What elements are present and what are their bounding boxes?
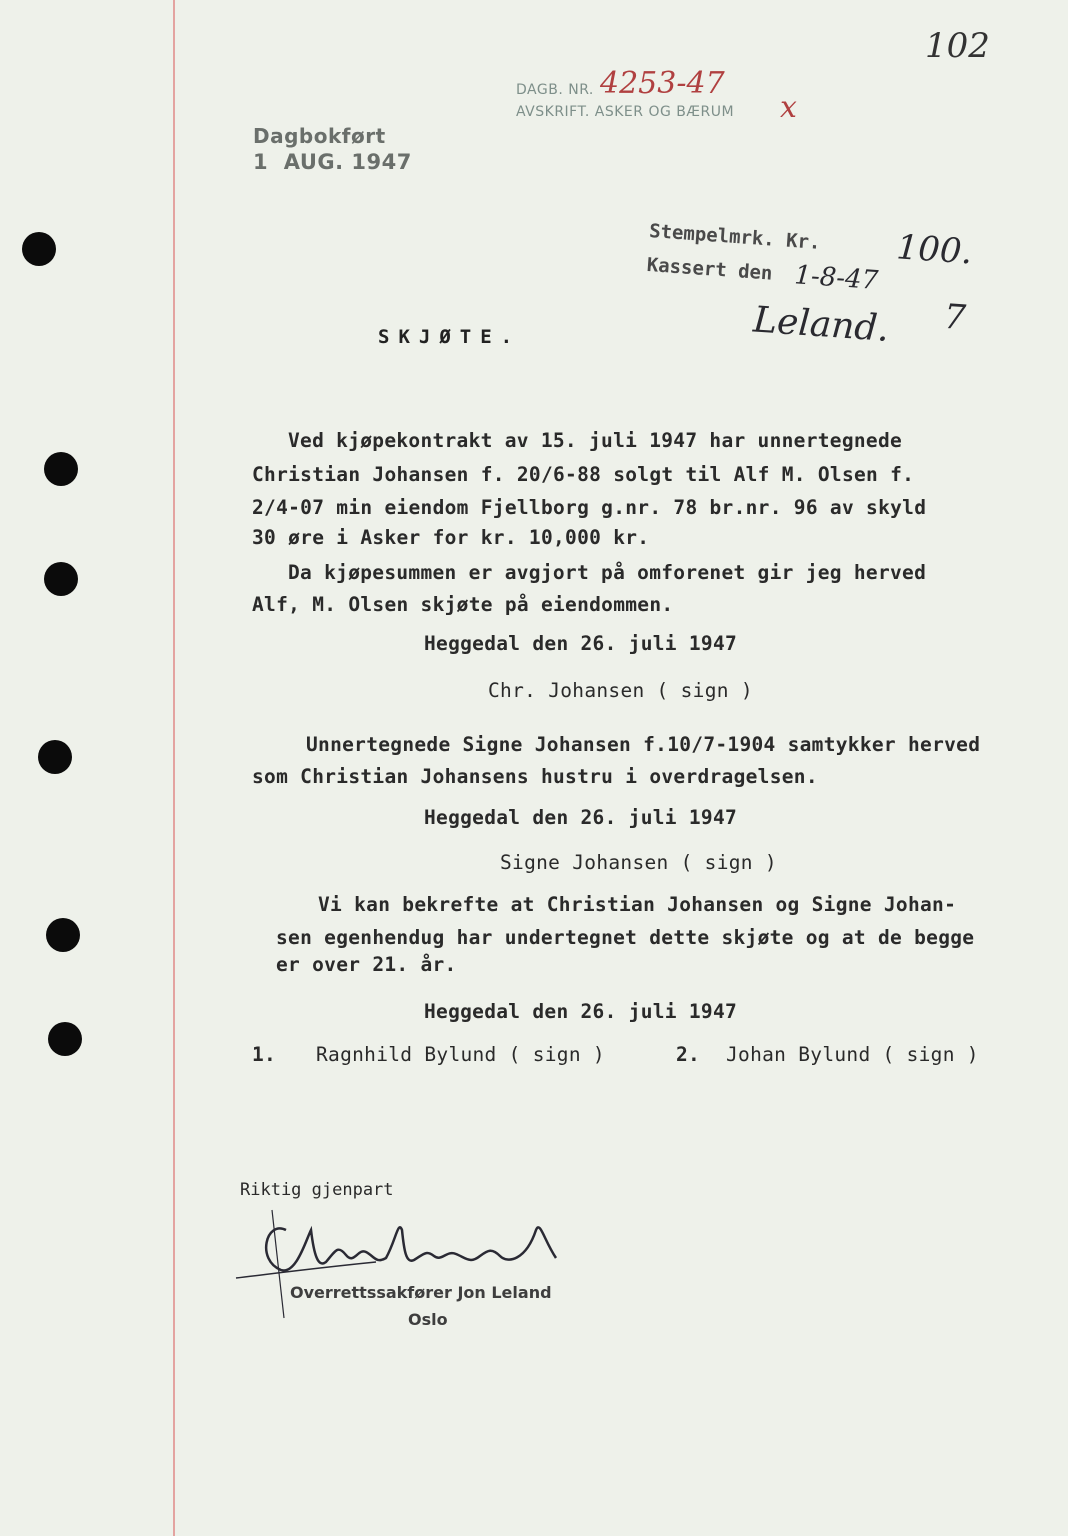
witness-number: 2.: [676, 1043, 701, 1066]
fee-stamp-note: 7: [942, 296, 967, 339]
body-line: er over 21. år.: [276, 953, 457, 976]
fee-stamp-amount: 100.: [895, 227, 974, 273]
margin-rule: [173, 0, 175, 1536]
signature-stamp-city: Oslo: [408, 1310, 448, 1329]
witness-signature: Johan Bylund ( sign ): [726, 1043, 979, 1066]
journal-stamp-line2: AVSKRIFT. ASKER OG BÆRUM: [516, 104, 735, 120]
body-line: som Christian Johansens hustru i overdragelsen.: [252, 765, 818, 788]
journal-number: 4253-47: [600, 66, 725, 101]
punch-hole: [38, 740, 72, 774]
journal-mark: x: [780, 90, 797, 125]
punch-hole: [46, 918, 80, 952]
place-date-line: Heggedal den 26. juli 1947: [424, 632, 738, 655]
punch-hole: [22, 232, 56, 266]
handwritten-signature: [226, 1200, 586, 1320]
body-line: Vi kan bekrefte at Christian Johansen og Signe Johan-: [318, 893, 957, 916]
body-line: Christian Johansen f. 20/6-88 solgt til Alf M. Olsen f.: [252, 463, 915, 486]
body-line: Da kjøpesummen er avgjort på omforenet gir jeg herved: [288, 561, 927, 584]
body-line: 2/4-07 min eiendom Fjellborg g.nr. 78 br.nr. 96 av skyld: [252, 496, 927, 519]
punch-hole: [48, 1022, 82, 1056]
journal-stamp-prefix: DAGB. NR.: [516, 82, 594, 98]
fee-stamp-label: Stempelmrk. Kr.: [648, 220, 822, 254]
registered-stamp-date: 1 AUG. 1947: [253, 150, 412, 174]
fee-stamp-cancelled: Kassert den: [646, 253, 774, 285]
body-line: 30 øre i Asker for kr. 10,000 kr.: [252, 526, 650, 549]
page-number: 102: [925, 26, 990, 66]
body-line: Alf, M. Olsen skjøte på eiendommen.: [252, 593, 674, 616]
body-line: Unnertegnede Signe Johansen f.10/7-1904 samtykker herved: [306, 733, 981, 756]
punch-hole: [44, 562, 78, 596]
body-line: sen egenhendug har undertegnet dette skjøte og at de begge: [276, 926, 975, 949]
place-date-line: Heggedal den 26. juli 1947: [424, 1000, 738, 1023]
signature-line: Signe Johansen ( sign ): [500, 851, 777, 874]
place-date-line: Heggedal den 26. juli 1947: [424, 806, 738, 829]
witness-signature: Ragnhild Bylund ( sign ): [316, 1043, 605, 1066]
registered-stamp-line1: Dagbokført: [253, 124, 386, 148]
signature-line: Chr. Johansen ( sign ): [488, 679, 753, 702]
document-title: SKJØTE.: [378, 326, 522, 348]
journal-stamp-line1: [516, 82, 594, 98]
copy-note: Riktig gjenpart: [240, 1180, 394, 1200]
body-line: Ved kjøpekontrakt av 15. juli 1947 har unnertegnede: [288, 429, 903, 452]
witness-number: 1.: [252, 1043, 277, 1066]
fee-stamp-signature: Leland.: [751, 299, 891, 350]
signature-stamp-name: Overrettssakfører Jon Leland: [290, 1283, 552, 1302]
fee-stamp-date: 1-8-47: [793, 260, 880, 297]
punch-hole: [44, 452, 78, 486]
